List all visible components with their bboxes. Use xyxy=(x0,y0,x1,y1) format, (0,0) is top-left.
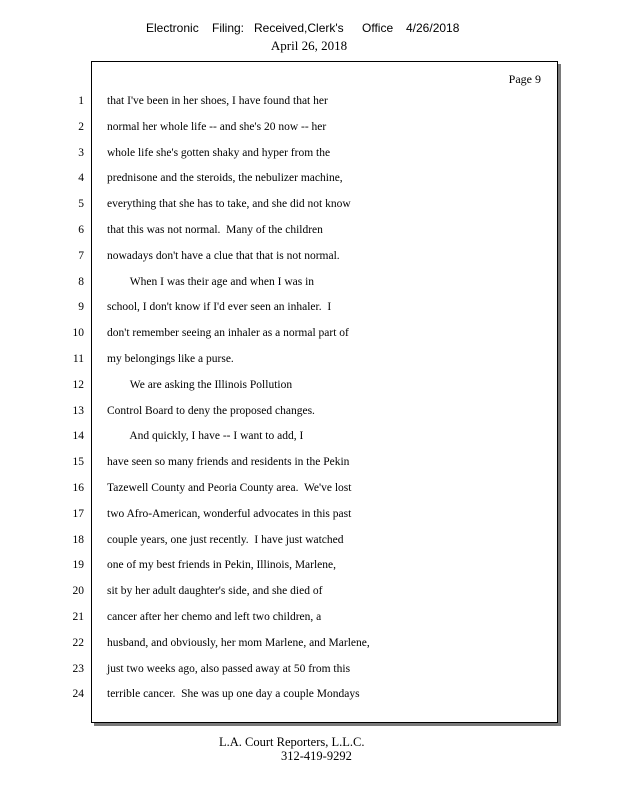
filing-date-stamp: 4/26/2018 xyxy=(406,21,460,35)
line-number: 21 xyxy=(72,611,84,623)
transcript-line: couple years, one just recently. I have just watched xyxy=(107,534,344,546)
transcript-line: cancer after her chemo and left two children, a xyxy=(107,611,322,623)
line-number: 7 xyxy=(78,250,84,262)
transcript-line: nowadays don't have a clue that that is not normal. xyxy=(107,250,340,262)
transcript-line: that this was not normal. Many of the children xyxy=(107,224,323,236)
line-number: 12 xyxy=(72,379,84,391)
transcript-line: don't remember seeing an inhaler as a normal part of xyxy=(107,327,349,339)
line-number: 17 xyxy=(72,508,84,520)
line-number: 23 xyxy=(72,663,84,675)
reporter-phone: 312-419-9292 xyxy=(281,749,352,763)
line-number: 5 xyxy=(78,198,84,210)
transcript-line: that I've been in her shoes, I have found that her xyxy=(107,95,328,107)
line-number: 4 xyxy=(78,172,84,184)
transcript-line: When I was their age and when I was in xyxy=(107,276,315,288)
transcript-line: husband, and obviously, her mom Marlene, and Marlene, xyxy=(107,637,370,649)
transcript-line: sit by her adult daughter's side, and she died of xyxy=(107,585,323,597)
line-number: 2 xyxy=(78,121,84,133)
line-number: 3 xyxy=(78,147,84,159)
transcript-line: And quickly, I have -- I want to add, I xyxy=(107,430,304,442)
reporter-company: L.A. Court Reporters, L.L.C. xyxy=(219,735,365,749)
filing-word-office: Office xyxy=(362,21,394,35)
line-number: 18 xyxy=(72,534,84,546)
transcript-line: one of my best friends in Pekin, Illinois, Marlene, xyxy=(107,559,337,571)
line-number: 11 xyxy=(72,353,84,365)
line-number: 20 xyxy=(72,585,84,597)
line-number: 22 xyxy=(72,637,84,649)
transcript-line: We are asking the Illinois Pollution xyxy=(107,379,293,391)
line-number: 9 xyxy=(78,301,84,313)
line-number: 6 xyxy=(78,224,84,236)
line-number: 14 xyxy=(72,430,84,442)
line-number: 8 xyxy=(78,276,84,288)
transcript-line: terrible cancer. She was up one day a couple Mondays xyxy=(107,688,360,700)
line-number: 24 xyxy=(72,688,84,700)
transcript-line: prednisone and the steroids, the nebulizer machine, xyxy=(107,172,343,184)
line-number: 16 xyxy=(72,482,84,494)
line-number: 1 xyxy=(78,95,84,107)
line-number: 10 xyxy=(72,327,84,339)
transcript-line: whole life she's gotten shaky and hyper from the xyxy=(107,147,331,159)
page-number: Page 9 xyxy=(508,72,541,86)
transcript-line: everything that she has to take, and she did not know xyxy=(107,198,351,210)
filing-date-line: April 26, 2018 xyxy=(270,38,348,53)
filing-word-received: Received,Clerk's xyxy=(254,21,344,35)
line-number: 19 xyxy=(72,559,84,571)
transcript-line: have seen so many friends and residents in the Pekin xyxy=(107,456,350,468)
transcript-line: Control Board to deny the proposed changes. xyxy=(107,405,315,417)
transcript-page xyxy=(91,61,558,723)
transcript-line: my belongings like a purse. xyxy=(107,353,234,365)
filing-word-filing: Filing: xyxy=(212,21,245,35)
transcript-line: Tazewell County and Peoria County area. We've lost xyxy=(107,482,352,494)
line-number: 13 xyxy=(72,405,84,417)
transcript-line: school, I don't know if I'd ever seen an inhaler. I xyxy=(107,301,332,313)
transcript-line: normal her whole life -- and she's 20 now -- her xyxy=(107,121,327,133)
transcript-line: just two weeks ago, also passed away at 50 from this xyxy=(107,663,351,675)
filing-word-electronic: Electronic xyxy=(146,21,199,35)
line-number: 15 xyxy=(72,456,84,468)
transcript-line: two Afro-American, wonderful advocates in this past xyxy=(107,508,352,520)
